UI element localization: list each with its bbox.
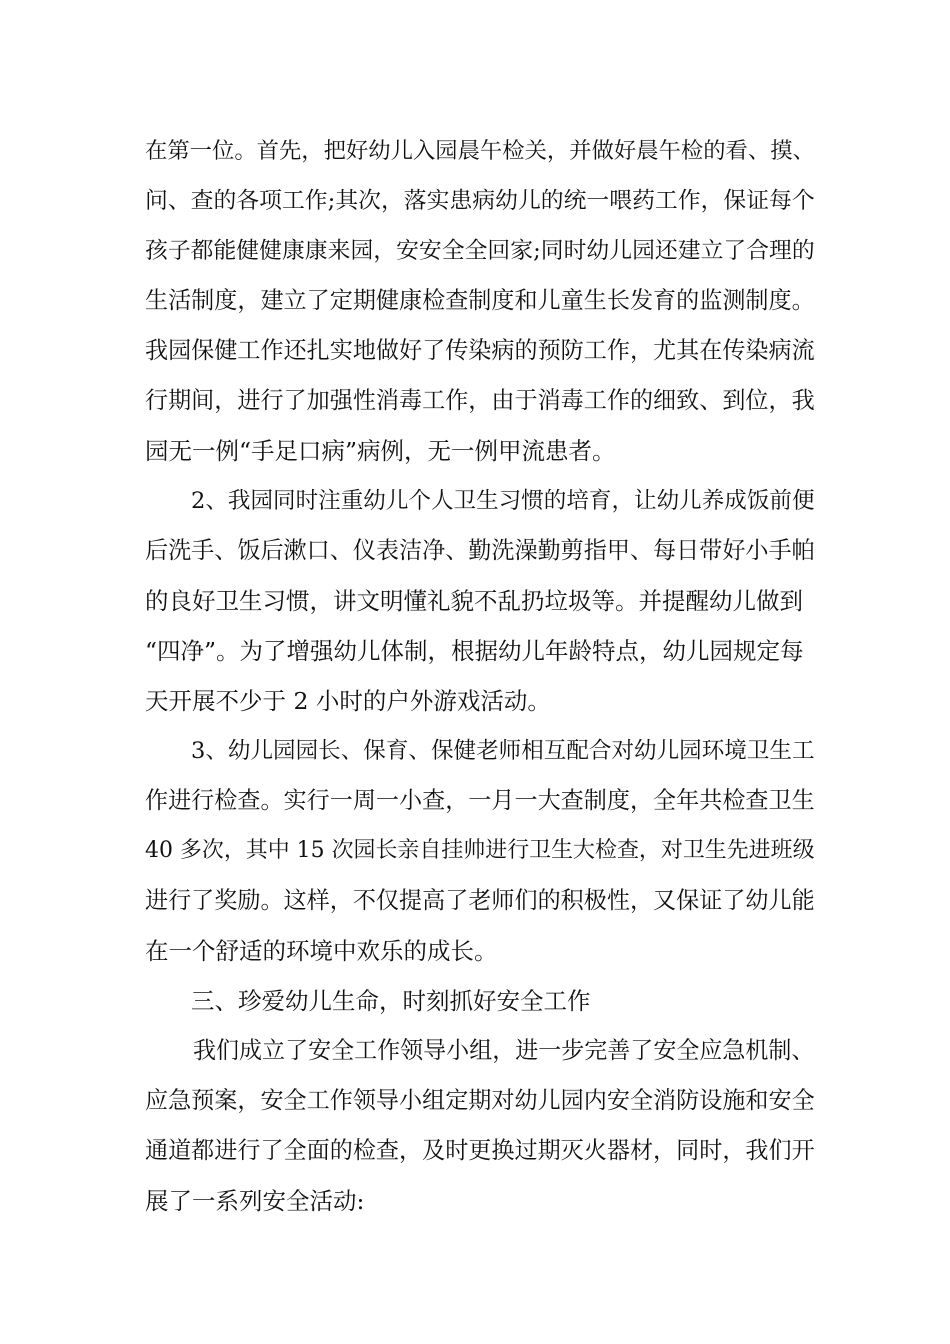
text-line: 在一个舒适的环境中欢乐的成长。 <box>145 937 498 965</box>
text-line: “四净”。为了增强幼儿体制，根据幼儿年龄特点，幼儿园规定每 <box>145 637 804 665</box>
text-line: 我园保健工作还扎实地做好了传染病的预防工作，尤其在传染病流 <box>145 338 815 364</box>
text-line: 天开展不少于 2 小时的户外游戏活动。 <box>145 687 551 715</box>
text-line: 后洗手、饭后漱口、仪表洁净、勤洗澡勤剪指甲、每日带好小手帕 <box>145 538 815 564</box>
text-line: 行期间，进行了加强性消毒工作，由于消毒工作的细致、到位，我 <box>145 388 815 414</box>
text-line: 在第一位。首先，把好幼儿入园晨午检关，并做好晨午检的看、摸、 <box>145 138 815 164</box>
body-text <box>145 126 815 1226</box>
section-heading: 三、珍爱幼儿生命，时刻抓好安全工作 <box>191 987 591 1015</box>
paragraph-start-line: 我们成立了安全工作领导小组，进一步完善了安全应急机制、 <box>193 1038 815 1064</box>
text-line: 通道都进行了全面的检查，及时更换过期灭火器材，同时，我们开 <box>145 1138 815 1164</box>
text-line: 40 多次，其中 15 次园长亲自挂帅进行卫生大检查，对卫生先进班级 <box>145 838 815 863</box>
text-line: 生活制度，建立了定期健康检查制度和儿童生长发育的监测制度。 <box>145 288 815 314</box>
text-line: 园无一例“手足口病”病例，无一例甲流患者。 <box>145 437 616 465</box>
text-line: 进行了奖励。这样，不仅提高了老师们的积极性，又保证了幼儿能 <box>145 888 815 914</box>
text-line: 展了一系列安全活动: <box>145 1187 365 1215</box>
text-line: 应急预案，安全工作领导小组定期对幼儿园内安全消防设施和安全 <box>145 1088 815 1114</box>
text-line: 的良好卫生习惯，讲文明懂礼貌不乱扔垃圾等。并提醒幼儿做到 <box>145 587 803 615</box>
text-line: 孩子都能健健康康来园，安安全全回家;同时幼儿园还建立了合理的 <box>145 238 815 264</box>
text-line: 作进行检查。实行一周一小查，一月一大查制度，全年共检查卫生 <box>145 788 815 814</box>
paragraph-start-line: 3、幼儿园园长、保育、保健老师相互配合对幼儿园环境卫生工 <box>191 738 815 764</box>
paragraph-start-line: 2、我园同时注重幼儿个人卫生习惯的培育，让幼儿养成饭前便 <box>191 488 815 514</box>
text-line: 问、查的各项工作;其次，落实患病幼儿的统一喂药工作，保证每个 <box>145 188 815 214</box>
